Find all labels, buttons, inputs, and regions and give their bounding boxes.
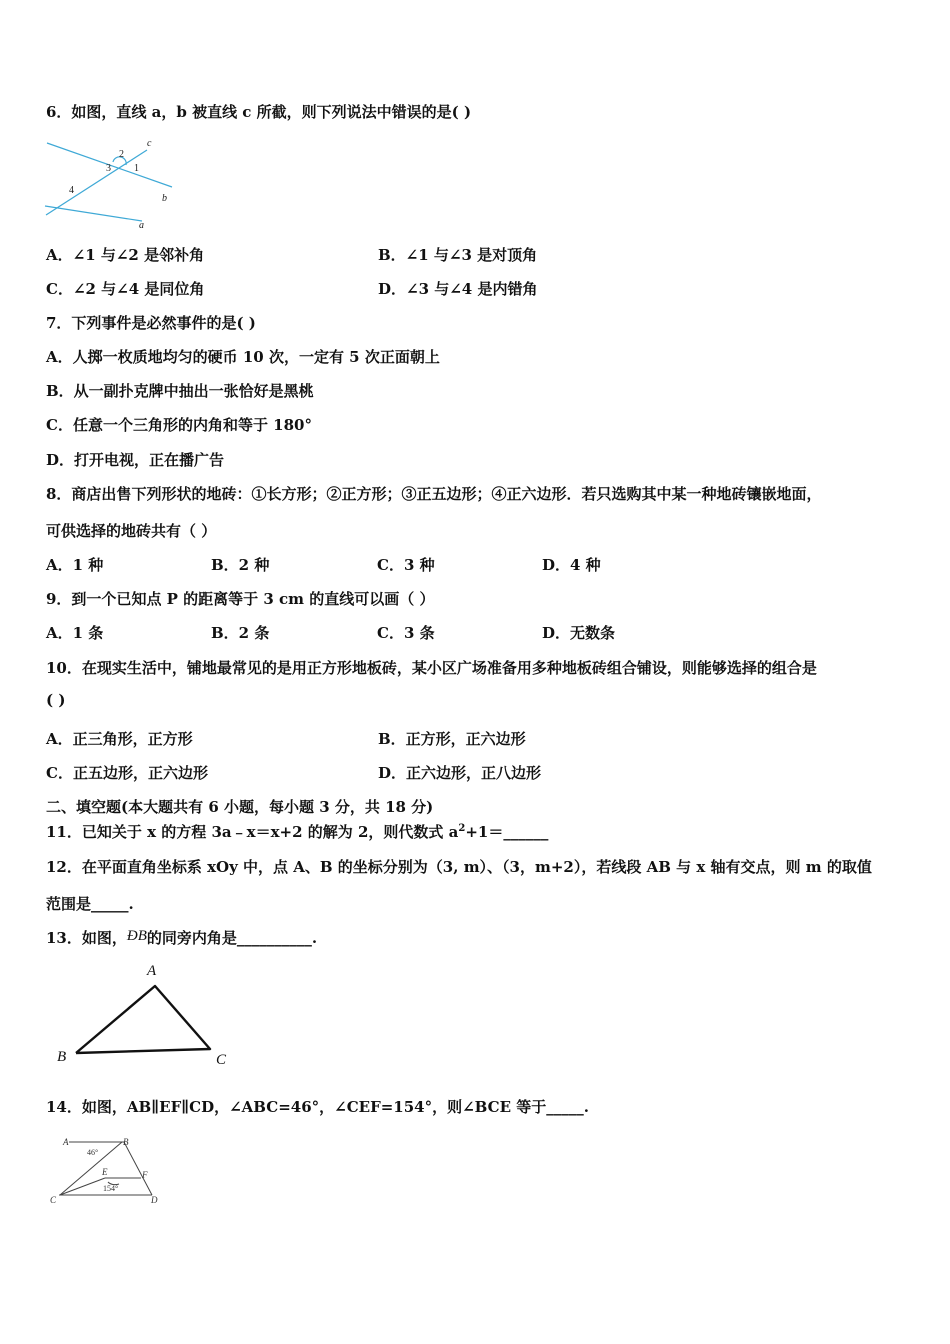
q13-angle-symbol: ÐB: [126, 928, 147, 944]
q8-option-d: D．4 种: [542, 556, 601, 574]
label-a: A: [63, 1137, 69, 1147]
q12-stem-line2: 范围是_____.: [46, 895, 134, 913]
q11-text-after: +1＝______: [465, 823, 549, 841]
q10-option-d: D．正六边形，正八边形: [378, 764, 542, 782]
angle-label-3: 3: [106, 163, 111, 174]
label-c: C: [50, 1195, 57, 1205]
label-a: a: [139, 220, 144, 230]
q7-option-d: D．打开电视，正在播广告: [46, 451, 225, 469]
label-c: c: [147, 138, 152, 149]
angle-label-154: 154°: [103, 1184, 119, 1193]
q6-option-c: C．∠2 与∠4 是同位角: [46, 280, 205, 298]
vertex-label-c: C: [216, 1052, 227, 1068]
line-c: [46, 150, 147, 215]
q7-option-c: C．任意一个三角形的内角和等于 180°: [46, 416, 312, 434]
section-heading: 二、填空题(本大题共有 6 小题，每小题 3 分，共 18 分): [46, 798, 434, 816]
q11-superscript: 2: [458, 823, 466, 834]
q10-stem-line1: 10．在现实生活中，铺地最常见的是用正方形地板砖，某小区广场准备用多种地板砖组合铺设，则能够选择的组合是: [46, 659, 817, 677]
q7-option-a: A．人掷一枚质地均匀的硬币 10 次，一定有 5 次正面朝上: [46, 348, 440, 366]
vertex-label-a: A: [147, 963, 157, 979]
angle-label-2: 2: [119, 149, 124, 160]
q11-text-before: 11．已知关于 x 的方程 3a﹣x＝x+2 的解为 2，则代数式 a: [46, 823, 459, 841]
q9-option-b: B．2 条: [211, 624, 270, 642]
q6-figure: [42, 132, 182, 230]
label-f: F: [142, 1170, 148, 1180]
q12-stem-line1: 12．在平面直角坐标系 xOy 中，点 A、B 的坐标分别为（3, m）、（3，m+2），若线段 AB 与 x 轴有交点，则 m 的取值: [46, 858, 872, 876]
label-b: b: [162, 193, 167, 204]
label-e: E: [102, 1167, 108, 1177]
q6-option-d: D．∠3 与∠4 是内错角: [378, 280, 538, 298]
q10-option-b: B．正方形，正六边形: [378, 730, 526, 748]
q13-stem: [46, 928, 317, 949]
q6-option-a: A．∠1 与∠2 是邻补角: [46, 246, 205, 264]
q11-stem: [46, 822, 548, 842]
q8-stem-line1: 8．商店出售下列形状的地砖：①长方形；②正方形；③正五边形；④正六边形．若只选购其中某一种地砖镶嵌地面，: [46, 485, 822, 503]
angle-label-4: 4: [69, 185, 74, 196]
q10-stem-line2: ( ): [46, 691, 66, 709]
q8-option-b: B．2 种: [211, 556, 270, 574]
q13-text-after: 的同旁内角是__________.: [146, 929, 318, 947]
label-b: B: [123, 1137, 129, 1147]
q8-option-c: C．3 种: [377, 556, 435, 574]
q14-stem: 14．如图，AB∥EF∥CD，∠ABC=46°，∠CEF=154°，则∠BCE 等于_____.: [46, 1098, 589, 1116]
angle-label-1: 1: [134, 163, 139, 174]
q7-stem: 7．下列事件是必然事件的是( ): [46, 314, 256, 332]
label-d: D: [151, 1195, 158, 1205]
q10-option-c: C．正五边形，正六边形: [46, 764, 208, 782]
q14-figure: [45, 1132, 170, 1212]
q9-stem: 9．到一个已知点 P 的距离等于 3 cm 的直线可以画（ ）: [46, 590, 435, 608]
q8-option-a: A．1 种: [46, 556, 104, 574]
q13-triangle-figure: [55, 960, 235, 1070]
q9-option-a: A．1 条: [46, 624, 104, 642]
q9-option-c: C．3 条: [377, 624, 435, 642]
q8-stem-line2: 可供选择的地砖共有（ ）: [46, 522, 217, 540]
q13-text-before: 13．如图，: [46, 929, 127, 947]
q9-option-d: D．无数条: [542, 624, 616, 642]
q6-stem: 6．如图，直线 a，b 被直线 c 所截，则下列说法中错误的是( ): [46, 103, 472, 121]
line-ce: [60, 1178, 105, 1195]
line-bd: [124, 1142, 152, 1195]
vertex-label-b: B: [57, 1049, 67, 1065]
q6-option-b: B．∠1 与∠3 是对顶角: [378, 246, 538, 264]
triangle-abc: [76, 986, 210, 1053]
q7-option-b: B．从一副扑克牌中抽出一张恰好是黑桃: [46, 382, 314, 400]
angle-label-46: 46°: [87, 1148, 99, 1157]
q10-option-a: A．正三角形，正方形: [46, 730, 193, 748]
line-a: [45, 206, 142, 221]
